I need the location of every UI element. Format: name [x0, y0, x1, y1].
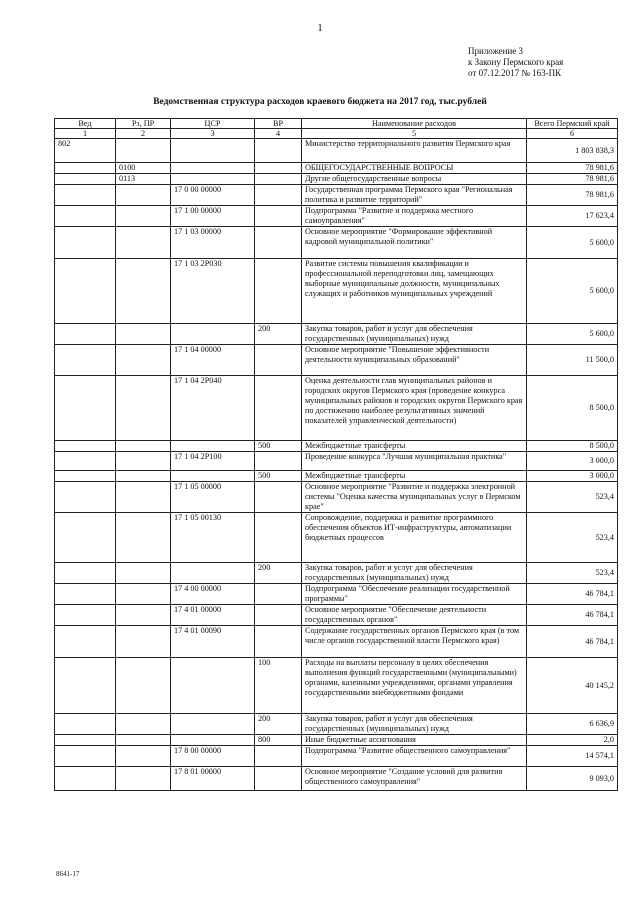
cell-ved: 802	[55, 139, 116, 163]
cell-csr: 17 1 05 00000	[171, 482, 255, 513]
cell-ved	[55, 324, 116, 345]
cell-name: Проведение конкурса "Лучшая муниципальная практика"	[302, 452, 527, 471]
table-row	[55, 206, 618, 227]
cell-rzpr	[116, 471, 171, 482]
cell-vr	[255, 513, 302, 563]
cell-csr: 17 8 01 00000	[171, 767, 255, 791]
cell-name: Подпрограмма "Развитие и поддержка местного самоуправления"	[302, 206, 527, 227]
cell-ved	[55, 227, 116, 259]
cell-ved	[55, 626, 116, 658]
col-num-4: 4	[255, 129, 302, 139]
cell-amount: 46 784,1	[527, 584, 618, 605]
cell-vr: 200	[255, 324, 302, 345]
table-row	[55, 259, 618, 324]
cell-amount: 8 500,0	[527, 441, 618, 452]
table-row	[55, 584, 618, 605]
cell-rzpr	[116, 259, 171, 324]
table-row	[55, 714, 618, 735]
table-row	[55, 605, 618, 626]
cell-csr	[171, 174, 255, 185]
table-row	[55, 626, 618, 658]
cell-vr	[255, 174, 302, 185]
cell-amount: 3 000,0	[527, 452, 618, 471]
cell-vr	[255, 376, 302, 441]
table-row	[55, 452, 618, 471]
cell-csr: 17 4 01 00000	[171, 605, 255, 626]
cell-ved	[55, 735, 116, 746]
cell-name: Развитие системы повышения квалификации и профессиональной переподготовки лиц, замещающих выборные муниципальные должности, муниципальных служащих и работников муниципальных учреждений	[302, 259, 527, 324]
cell-amount: 1 803 838,3	[527, 139, 618, 163]
appendix-line-2: к Закону Пермского края	[468, 57, 564, 67]
cell-vr	[255, 452, 302, 471]
cell-csr	[171, 441, 255, 452]
cell-csr	[171, 735, 255, 746]
cell-amount: 523,4	[527, 513, 618, 563]
header-ved: Вед	[55, 119, 116, 129]
table-row	[55, 185, 618, 206]
header-csr: ЦСР	[171, 119, 255, 129]
cell-name: Закупка товаров, работ и услуг для обеспечения государственных (муниципальных) нужд	[302, 714, 527, 735]
cell-amount: 8 500,0	[527, 376, 618, 441]
cell-ved	[55, 185, 116, 206]
table-row	[55, 563, 618, 584]
cell-amount: 40 145,2	[527, 658, 618, 714]
cell-name: Основное мероприятие "Создание условий для развития общественного самоуправления"	[302, 767, 527, 791]
appendix-note	[468, 46, 563, 79]
cell-rzpr	[116, 227, 171, 259]
cell-name: Основное мероприятие "Формирование эффективной кадровой муниципальной политики"	[302, 227, 527, 259]
cell-name: Подпрограмма "Развитие общественного самоуправления"	[302, 746, 527, 767]
table-row	[55, 174, 618, 185]
header-name: Наименование расходов	[302, 119, 527, 129]
cell-ved	[55, 605, 116, 626]
cell-vr	[255, 163, 302, 174]
cell-vr: 200	[255, 563, 302, 584]
cell-csr: 17 4 01 00090	[171, 626, 255, 658]
table-row	[55, 441, 618, 452]
cell-vr	[255, 767, 302, 791]
cell-vr	[255, 259, 302, 324]
cell-rzpr	[116, 185, 171, 206]
cell-vr	[255, 626, 302, 658]
cell-name: Содержание государственных органов Пермского края (в том числе органов государственной власти Пермского края)	[302, 626, 527, 658]
table-row	[55, 227, 618, 259]
cell-csr: 17 1 04 00000	[171, 345, 255, 376]
cell-name: Межбюджетные трансферты	[302, 471, 527, 482]
cell-vr	[255, 139, 302, 163]
cell-name: Закупка товаров, работ и услуг для обеспечения государственных (муниципальных) нужд	[302, 563, 527, 584]
cell-amount: 9 093,0	[527, 767, 618, 791]
cell-amount: 78 981,6	[527, 174, 618, 185]
cell-amount: 14 574,1	[527, 746, 618, 767]
cell-ved	[55, 206, 116, 227]
cell-amount: 78 981,6	[527, 185, 618, 206]
cell-amount: 46 784,1	[527, 605, 618, 626]
cell-ved	[55, 563, 116, 584]
cell-rzpr	[116, 345, 171, 376]
table-row	[55, 376, 618, 441]
cell-csr: 17 1 05 00130	[171, 513, 255, 563]
table-row	[55, 345, 618, 376]
cell-rzpr	[116, 767, 171, 791]
cell-name: Межбюджетные трансферты	[302, 441, 527, 452]
cell-amount: 46 784,1	[527, 626, 618, 658]
cell-amount: 17 623,4	[527, 206, 618, 227]
cell-vr	[255, 746, 302, 767]
cell-csr	[171, 714, 255, 735]
table-row	[55, 746, 618, 767]
col-num-6: 6	[527, 129, 618, 139]
cell-amount: 78 981,6	[527, 163, 618, 174]
table-row	[55, 324, 618, 345]
cell-vr	[255, 185, 302, 206]
cell-rzpr	[116, 376, 171, 441]
cell-rzpr	[116, 563, 171, 584]
appendix-line-1: Приложение 3	[468, 46, 524, 56]
header-row	[55, 119, 618, 129]
cell-vr: 500	[255, 471, 302, 482]
cell-rzpr: 0100	[116, 163, 171, 174]
cell-amount: 5 600,0	[527, 227, 618, 259]
cell-vr	[255, 206, 302, 227]
cell-rzpr: 0113	[116, 174, 171, 185]
document-title: Ведомственная структура расходов краевого бюджета на 2017 год, тыс.рублей	[153, 97, 487, 107]
header-total: Всего Пермский край	[527, 119, 618, 129]
cell-amount: 6 636,9	[527, 714, 618, 735]
cell-rzpr	[116, 206, 171, 227]
cell-ved	[55, 658, 116, 714]
cell-rzpr	[116, 452, 171, 471]
table-row	[55, 471, 618, 482]
table-row	[55, 163, 618, 174]
cell-rzpr	[116, 513, 171, 563]
cell-rzpr	[116, 626, 171, 658]
cell-vr	[255, 227, 302, 259]
cell-rzpr	[116, 482, 171, 513]
cell-ved	[55, 376, 116, 441]
cell-name: Основное мероприятие "Обеспечение деятельности государственных органов"	[302, 605, 527, 626]
cell-rzpr	[116, 441, 171, 452]
table-body	[55, 139, 618, 791]
cell-csr	[171, 563, 255, 584]
cell-vr	[255, 345, 302, 376]
cell-name: Основное мероприятие "Повышение эффективности деятельности муниципальных образований"	[302, 345, 527, 376]
table-row	[55, 482, 618, 513]
page-number: 1	[317, 22, 323, 34]
cell-rzpr	[116, 735, 171, 746]
table-row	[55, 735, 618, 746]
expenditure-table	[54, 118, 618, 791]
cell-amount: 11 500,0	[527, 345, 618, 376]
cell-rzpr	[116, 139, 171, 163]
cell-csr	[171, 139, 255, 163]
cell-name: Иные бюджетные ассигнования	[302, 735, 527, 746]
cell-amount: 2,0	[527, 735, 618, 746]
header-vr: ВР	[255, 119, 302, 129]
cell-ved	[55, 259, 116, 324]
col-num-3: 3	[171, 129, 255, 139]
cell-name: Оценка деятельности глав муниципальных районов и городских округов Пермского края (проведение конкурса муниципальных районов и городских округов Пермского края по достижению наиболее результативных значений показателей управленческой деятельности)	[302, 376, 527, 441]
cell-name: Закупка товаров, работ и услуг для обеспечения государственных (муниципальных) нужд	[302, 324, 527, 345]
cell-ved	[55, 174, 116, 185]
cell-name: Основное мероприятие "Развитие и поддержка электронной системы "Оценка качества муниципальных услуг в Пермском крае"	[302, 482, 527, 513]
col-num-2: 2	[116, 129, 171, 139]
cell-amount: 5 600,0	[527, 259, 618, 324]
cell-name: Другие общегосударственные вопросы	[302, 174, 527, 185]
cell-amount: 3 000,0	[527, 471, 618, 482]
cell-csr: 17 1 04 2Р040	[171, 376, 255, 441]
cell-name: ОБЩЕГОСУДАРСТВЕННЫЕ ВОПРОСЫ	[302, 163, 527, 174]
cell-ved	[55, 452, 116, 471]
cell-csr: 17 0 00 00000	[171, 185, 255, 206]
cell-ved	[55, 345, 116, 376]
col-num-1: 1	[55, 129, 116, 139]
cell-csr: 17 1 04 2Р100	[171, 452, 255, 471]
cell-csr: 17 8 00 00000	[171, 746, 255, 767]
cell-ved	[55, 441, 116, 452]
cell-vr	[255, 584, 302, 605]
cell-csr	[171, 658, 255, 714]
table-row	[55, 767, 618, 791]
cell-vr	[255, 605, 302, 626]
cell-amount: 523,4	[527, 482, 618, 513]
table-row	[55, 513, 618, 563]
cell-amount: 523,4	[527, 563, 618, 584]
cell-csr	[171, 163, 255, 174]
column-number-row	[55, 129, 618, 139]
appendix-line-3: от 07.12.2017 № 163-ПК	[468, 68, 562, 78]
cell-ved	[55, 513, 116, 563]
cell-ved	[55, 767, 116, 791]
cell-vr: 200	[255, 714, 302, 735]
cell-name: Расходы на выплаты персоналу в целях обеспечения выполнения функций государственными (муниципальными) органами, казенными учреждениями, органами управления государственными внебюджетными фондами	[302, 658, 527, 714]
cell-csr	[171, 324, 255, 345]
col-num-5: 5	[302, 129, 527, 139]
cell-csr	[171, 471, 255, 482]
cell-csr: 17 1 03 2Р030	[171, 259, 255, 324]
cell-rzpr	[116, 714, 171, 735]
cell-name: Министерство территориального развития Пермского края	[302, 139, 527, 163]
cell-amount: 5 600,0	[527, 324, 618, 345]
cell-name: Сопровождение, поддержка и развитие программного обеспечения объектов ИТ-инфраструктуры, автоматизации бюджетных процессов	[302, 513, 527, 563]
footer-code: 8641-17	[56, 870, 80, 878]
cell-csr: 17 1 00 00000	[171, 206, 255, 227]
cell-vr: 500	[255, 441, 302, 452]
cell-csr: 17 1 03 00000	[171, 227, 255, 259]
cell-name: Подпрограмма "Обеспечение реализации государственной программы"	[302, 584, 527, 605]
cell-ved	[55, 482, 116, 513]
table-row	[55, 658, 618, 714]
cell-vr: 100	[255, 658, 302, 714]
table-row	[55, 139, 618, 163]
cell-ved	[55, 471, 116, 482]
cell-name: Государственная программа Пермского края "Региональная политика и развитие территорий"	[302, 185, 527, 206]
cell-csr: 17 4 00 00000	[171, 584, 255, 605]
cell-ved	[55, 163, 116, 174]
cell-rzpr	[116, 746, 171, 767]
cell-rzpr	[116, 605, 171, 626]
cell-ved	[55, 746, 116, 767]
cell-vr	[255, 482, 302, 513]
cell-vr: 800	[255, 735, 302, 746]
cell-rzpr	[116, 584, 171, 605]
header-rzpr: Рз, ПР	[116, 119, 171, 129]
cell-rzpr	[116, 658, 171, 714]
cell-ved	[55, 584, 116, 605]
cell-ved	[55, 714, 116, 735]
cell-rzpr	[116, 324, 171, 345]
